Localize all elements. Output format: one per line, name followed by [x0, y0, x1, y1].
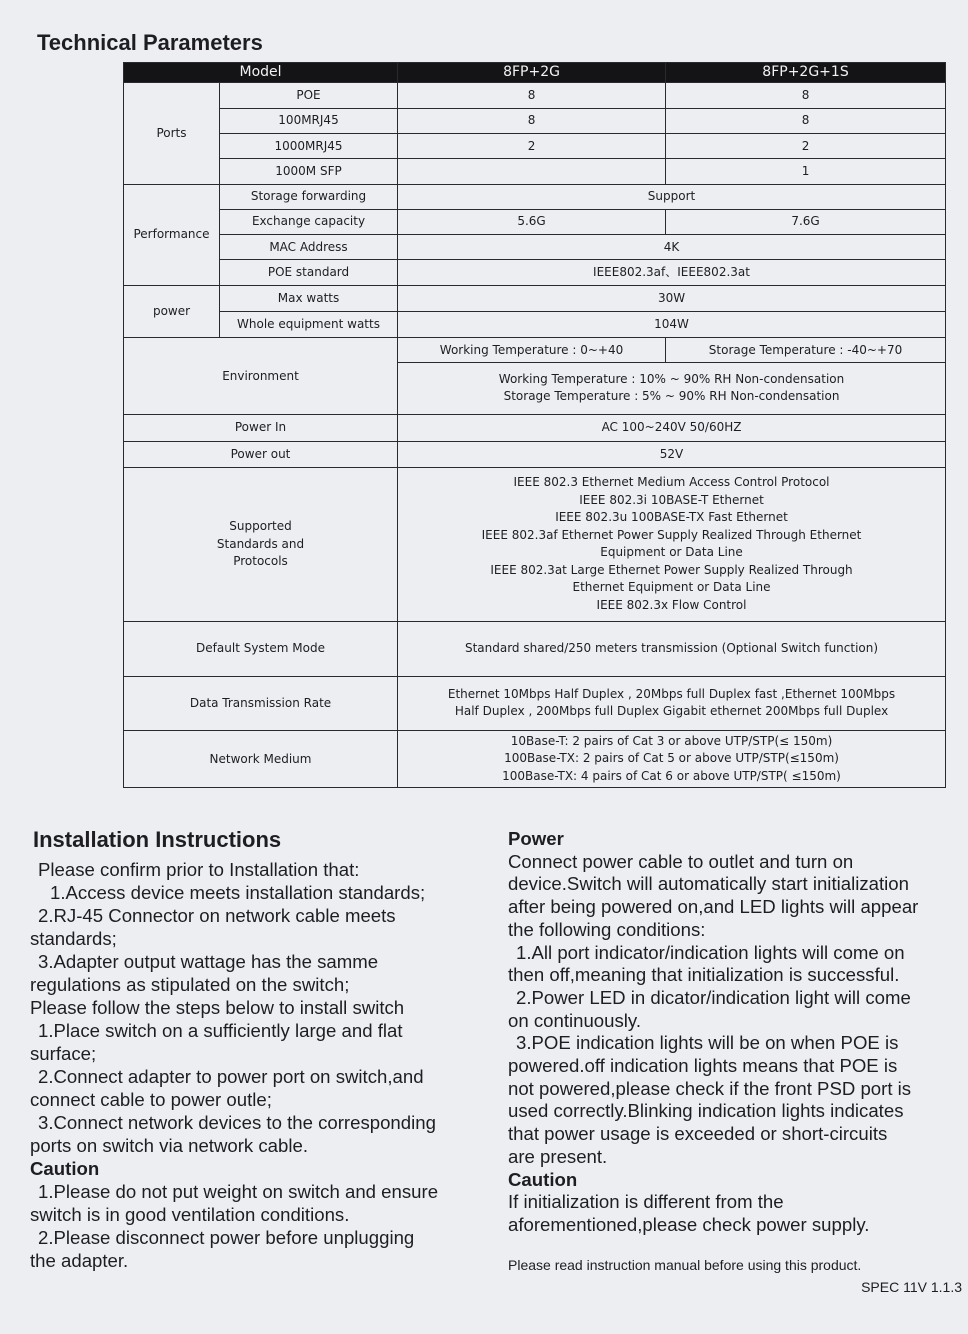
power-line: not powered,please check if the front PSD port is — [508, 1077, 912, 1099]
power-line: the following conditions: — [508, 918, 706, 940]
row-exchange-capacity-label: Exchange capacity — [220, 209, 398, 234]
row-network-medium-label: Network Medium — [124, 731, 398, 788]
cell-data-rate: Ethernet 10Mbps Half Duplex , 20Mbps full Duplex fast ,Ethernet 100Mbps Half Duplex , 200Mbps full Duplex Gigabit ethernet 200Mbps full Duplex — [398, 676, 946, 731]
cell-value: 8 — [666, 83, 946, 108]
power-line: 1.All port indicator/indication lights will come on — [516, 941, 905, 963]
install-line: 1.Access device meets installation standards; — [50, 882, 426, 903]
install-line: switch is in good ventilation conditions. — [30, 1204, 350, 1225]
footnote: Please read instruction manual before using this product. — [508, 1257, 862, 1273]
power-line: are present. — [508, 1145, 608, 1167]
cell-value: 104W — [398, 312, 946, 338]
install-caution-heading: Caution — [30, 1158, 100, 1179]
installation-instructions — [30, 826, 490, 1272]
cell-value: 8 — [666, 108, 946, 133]
power-line: 3.POE indication lights will be on when POE is — [516, 1032, 899, 1054]
group-power: power — [124, 285, 220, 338]
cell-network-medium: 10Base-T: 2 pairs of Cat 3 or above UTP/STP(≤ 150m) 100Base-TX: 2 pairs of Cat 5 or above UTP/STP(≤150m) 100Base-TX: 4 pairs of Cat 6 or above UTP/STP( ≤150m) — [398, 731, 946, 788]
cell-value: 30W — [398, 285, 946, 311]
row-environment-label: Environment — [124, 338, 398, 415]
cell-value: IEEE802.3af、IEEE802.3at — [398, 260, 946, 285]
cell-humidity: Working Temperature : 10% ~ 90% RH Non-condensation Storage Temperature : 5% ~ 90% RH Non-condensation — [398, 362, 946, 415]
header-8fp-2g-1s: 8FP+2G+1S — [666, 63, 946, 83]
install-line: ports on switch via network cable. — [30, 1135, 308, 1156]
install-line: the adapter. — [30, 1250, 129, 1271]
page-title: Technical Parameters — [37, 30, 263, 55]
install-line: 2.RJ-45 Connector on network cable meets — [38, 905, 396, 926]
install-line: 3.Connect network devices to the corresponding — [38, 1112, 436, 1133]
power-caution-line: aforementioned,please check power supply. — [508, 1213, 870, 1235]
install-line: Please follow the steps below to install switch — [30, 997, 405, 1018]
cell-value: Standard shared/250 meters transmission (Optional Switch function) — [398, 621, 946, 676]
row-data-rate-label: Data Transmission Rate — [124, 676, 398, 731]
cell-value: 2 — [666, 133, 946, 158]
cell-working-temperature: Working Temperature : 0~+40 — [398, 338, 666, 362]
row-1000mrj45-label: 1000MRJ45 — [220, 133, 398, 158]
power-line: then off,meaning that initialization is successful. — [508, 964, 900, 986]
power-caution-line: If initialization is different from the — [508, 1191, 784, 1213]
row-standards-label: Supported Standards and Protocols — [124, 467, 398, 621]
power-line: 2.Power LED in dicator/indication light will come — [516, 986, 911, 1008]
installation-heading: Installation Instructions — [33, 827, 282, 852]
row-mac-address-label: MAC Address — [220, 235, 398, 260]
power-line: used correctly.Blinking indication lights indicates — [508, 1100, 904, 1122]
row-whole-equipment-watts-label: Whole equipment watts — [220, 312, 398, 338]
power-line: after being powered on,and LED lights will appear — [508, 896, 919, 918]
install-line: connect cable to power outle; — [30, 1089, 272, 1110]
cell-value: 8 — [398, 83, 666, 108]
row-storage-forwarding-label: Storage forwarding — [220, 184, 398, 209]
row-max-watts-label: Max watts — [220, 285, 398, 311]
group-performance: Performance — [124, 184, 220, 285]
install-line: surface; — [30, 1043, 97, 1064]
install-line: standards; — [30, 928, 117, 949]
cell-value: Support — [398, 184, 946, 209]
spec-table — [123, 62, 946, 788]
group-ports: Ports — [124, 83, 220, 184]
cell-value: 52V — [398, 441, 946, 467]
cell-value: 4K — [398, 235, 946, 260]
power-heading: Power — [508, 828, 564, 849]
cell-value: 8 — [398, 108, 666, 133]
cell-value: 7.6G — [666, 209, 946, 234]
install-line: Please confirm prior to Installation that: — [38, 859, 360, 880]
cell-value: 2 — [398, 133, 666, 158]
install-line: regulations as stipulated on the switch; — [30, 974, 350, 995]
row-power-out-label: Power out — [124, 441, 398, 467]
install-line: 2.Connect adapter to power port on switch,and — [38, 1066, 424, 1087]
power-line: device.Switch will automatically start initialization — [508, 873, 909, 895]
row-poe-label: POE — [220, 83, 398, 108]
power-line: Connect power cable to outlet and turn on — [508, 850, 854, 872]
power-line: that power usage is exceeded or short-circuits — [508, 1123, 888, 1145]
power-section — [508, 828, 964, 1237]
row-poe-standard-label: POE standard — [220, 260, 398, 285]
header-model: Model — [124, 63, 398, 83]
row-100mrj45-label: 100MRJ45 — [220, 108, 398, 133]
header-8fp-2g: 8FP+2G — [398, 63, 666, 83]
power-caution-heading: Caution — [508, 1168, 578, 1190]
spec-code: SPEC 11V 1.1.3 — [861, 1279, 962, 1295]
cell-standards: IEEE 802.3 Ethernet Medium Access Control Protocol IEEE 802.3i 10BASE-T Ethernet IEEE 802.3u 100BASE-TX Fast Ethernet IEEE 802.3af Ethernet Power Supply Realized Through Ethernet Equipment or Data Line IEEE 802.3at Large Ethernet Power Supply Realized Through Ethernet Equipment or Data Line IEEE 802.3x Flow Control — [398, 467, 946, 621]
cell-value: 1 — [666, 159, 946, 184]
install-line: 1.Please do not put weight on switch and ensure — [38, 1181, 439, 1202]
cell-value: AC 100~240V 50/60HZ — [398, 415, 946, 441]
cell-storage-temperature: Storage Temperature : -40~+70 — [666, 338, 946, 362]
cell-value — [398, 159, 666, 184]
power-line: on continuously. — [508, 1009, 641, 1031]
install-line: 3.Adapter output wattage has the samme — [38, 951, 379, 972]
install-line: 1.Place switch on a sufficiently large and flat — [38, 1020, 403, 1041]
cell-value: 5.6G — [398, 209, 666, 234]
install-line: 2.Please disconnect power before unplugging — [38, 1227, 415, 1248]
row-default-mode-label: Default System Mode — [124, 621, 398, 676]
power-line: powered.off indication lights means that POE is — [508, 1055, 898, 1077]
row-power-in-label: Power In — [124, 415, 398, 441]
row-1000m-sfp-label: 1000M SFP — [220, 159, 398, 184]
